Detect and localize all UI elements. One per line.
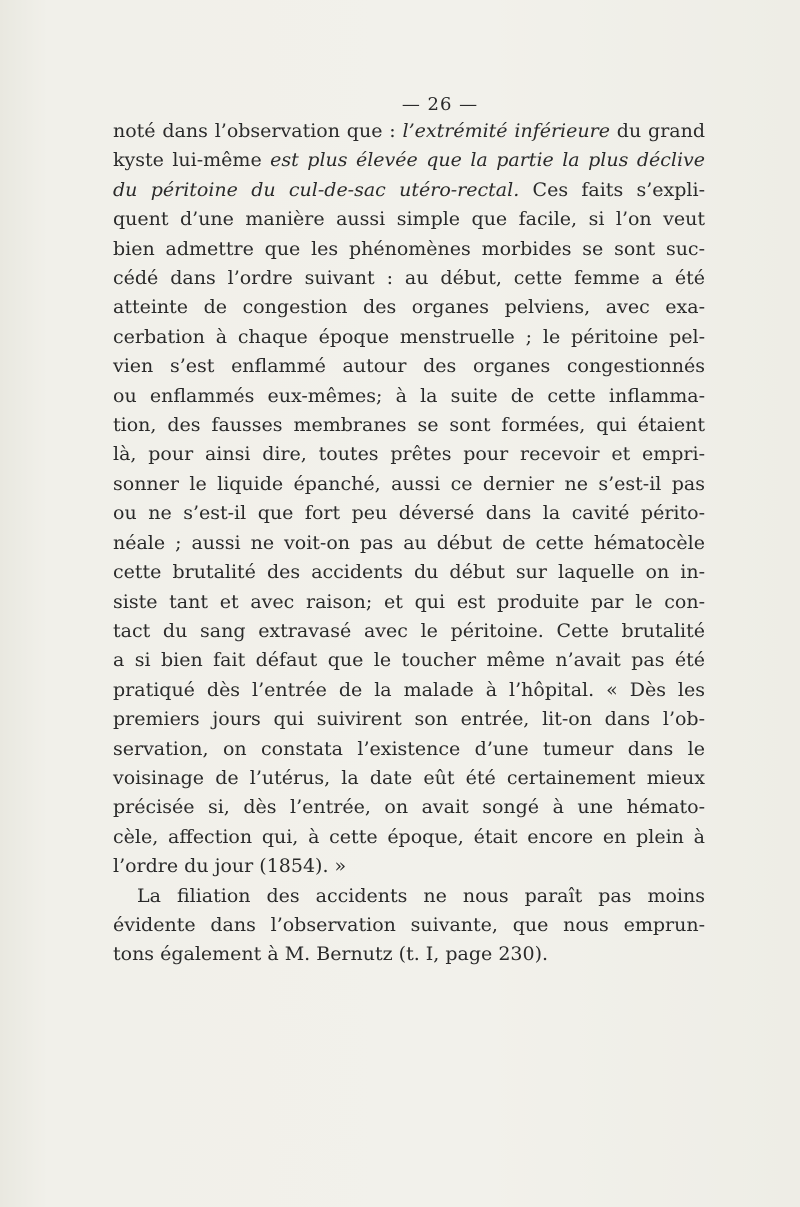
text-segment: pratiqué dès l’entrée de la malade à l’hôpital. « Dès les [113,678,705,701]
text-segment: ou enflammés eux-mêmes; à la suite de cette inflamma- [113,384,705,407]
text-line [113,764,705,793]
text-segment: tact du sang extravasé avec le péritoine. Cette brutalité [113,619,705,642]
text-segment: précisée si, dès l’entrée, on avait songé à une hémato- [113,796,705,819]
text-segment: néale ; aussi ne voit-on pas au début de cette hématocèle [113,531,705,554]
text-segment: cédé dans l’ordre suivant : au début, cette femme a été [113,267,705,290]
text-line [113,470,705,499]
text-segment: a si bien fait défaut que le toucher même n’avait pas été [113,649,705,672]
text-segment: tion, des fausses membranes se sont formées, qui étaient [113,414,705,437]
text-line [113,588,705,617]
text-line [113,293,705,322]
text-line [113,499,705,528]
text-segment: siste tant et avec raison; et qui est produite par le con- [113,590,705,613]
text-line [113,264,705,293]
text-segment: du grand [609,120,706,142]
text-segment: cèle, affection qui, à cette époque, était encore en plein à [113,825,705,848]
text-segment: La filiation des accidents ne nous paraît pas moins [137,884,705,907]
text-segment: tons également à M. Bernutz (t. I, page 230). [113,943,549,966]
text-line [113,940,705,969]
text-line [113,382,705,411]
text-segment: quent d’une manière aussi simple que facile, si l’on veut [113,208,705,231]
text-line [113,793,705,822]
text-segment: bien admettre que les phénomènes morbides se sont suc- [113,237,705,260]
text-segment: évidente dans l’observation suivante, que nous emprun- [113,913,705,936]
text-line [113,882,705,911]
text-line [113,823,705,852]
text-line [113,646,705,675]
text-line [113,735,705,764]
text-segment: noté dans l’observation que : [113,120,403,142]
text-line [113,235,705,264]
text-segment: Ces faits s’expli- [519,178,705,201]
body-text [113,117,705,970]
text-segment: cerbation à chaque époque menstruelle ; le péritoine pel- [113,325,705,348]
text-segment: servation, on constata l’existence d’une tumeur dans le [113,737,705,760]
text-line [113,440,705,469]
page-number: — 26 — [401,94,479,115]
text-segment: sonner le liquide épanché, aussi ce dernier ne s’est-il pas [113,472,705,495]
text-line [113,558,705,587]
text-line [113,705,705,734]
text-line [113,617,705,646]
text-segment: atteinte de congestion des organes pelviens, avec exa- [113,296,705,319]
italic-segment: l’extrémité inférieure [402,120,610,142]
text-line [113,205,705,234]
text-line [113,146,705,175]
text-line [113,529,705,558]
text-line [113,176,705,205]
text-line [113,676,705,705]
text-segment: cette brutalité des accidents du début sur laquelle on in- [113,561,705,584]
italic-segment: du péritoine du cul-de-sac utéro-rectal. [113,178,520,201]
text-line [113,352,705,381]
text-line [113,411,705,440]
text-segment: là, pour ainsi dire, toutes prêtes pour recevoir et empri- [113,443,705,466]
text-segment: vien s’est enflammé autour des organes congestionnés [113,355,705,378]
text-segment: kyste lui-même [113,149,271,172]
text-segment: ou ne s’est-il que fort peu déversé dans la cavité périto- [113,502,705,525]
text-line [113,323,705,352]
text-segment: voisinage de l’utérus, la date eût été certainement mieux [113,766,705,789]
text-line [113,911,705,940]
italic-segment: est plus élevée que la partie la plus déclive [270,149,705,172]
text-segment: l’ordre du jour (1854). » [113,855,347,878]
text-line [113,117,705,146]
text-line [113,852,705,881]
text-segment: premiers jours qui suivirent son entrée, lit-on dans l’ob- [113,708,705,731]
